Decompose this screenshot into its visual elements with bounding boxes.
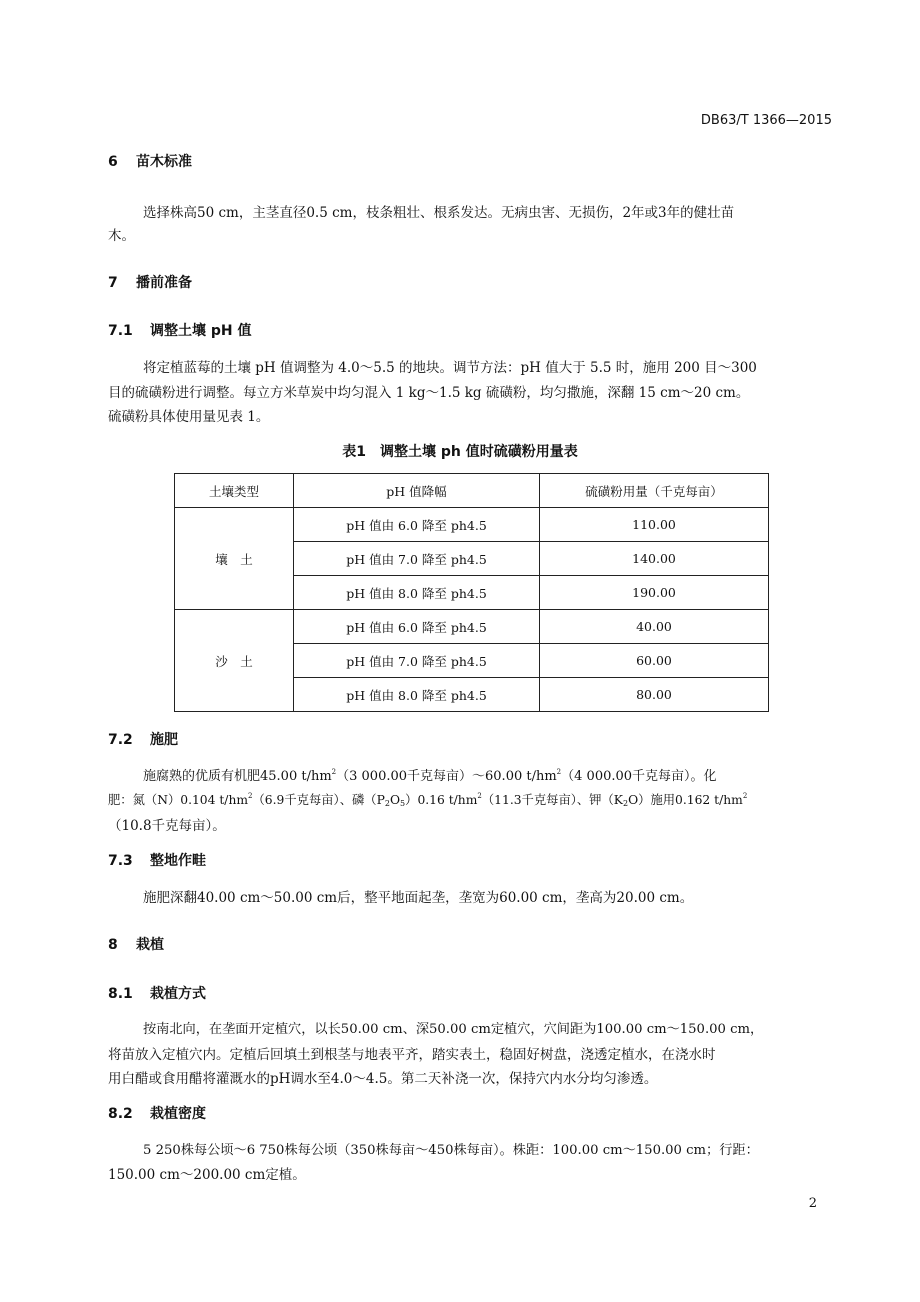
paragraph-line: 木。 — [108, 228, 135, 244]
section-title: 调整土壤 pH 值 — [150, 323, 252, 339]
paragraph-line: 硫磺粉具体使用量见表 1。 — [108, 409, 270, 425]
amount-cell: 190.00 — [540, 576, 769, 610]
ph-drop-cell: pH 值由 8.0 降至 ph4.5 — [294, 678, 540, 712]
text-run: （3 000.00千克每亩）～60.00 t/hm — [336, 769, 557, 784]
paragraph-line: 选择株高50 cm，主茎直径0.5 cm，枝条粗壮、根系发达。无病虫害、无损伤，2年或3年的健壮苗 — [143, 205, 735, 221]
soil-type-cell: 沙 土 — [175, 610, 294, 712]
paragraph-line — [108, 790, 747, 808]
amount-cell: 140.00 — [540, 542, 769, 576]
section-title: 栽植密度 — [150, 1106, 206, 1122]
text-run: O）施用0.162 t/hm — [628, 793, 743, 807]
paragraph-line: 5 250株每公顷～6 750株每公顷（350株每亩～450株每亩）。株距：100.00 cm～150.00 cm；行距： — [143, 1143, 759, 1158]
section-7-heading — [108, 272, 192, 292]
text-run: （6.9千克每亩）、磷（P — [252, 793, 385, 807]
section-number: 8 — [108, 937, 118, 953]
amount-cell: 40.00 — [540, 610, 769, 644]
section-title: 栽植方式 — [150, 986, 206, 1002]
section-number: 7.2 — [108, 732, 133, 748]
amount-cell: 110.00 — [540, 508, 769, 542]
paragraph-line: 按南北向，在垄面开定植穴，以长50.00 cm、深50.00 cm定植穴，穴间距为100.00 cm～150.00 cm， — [143, 1022, 764, 1037]
superscript: 2 — [742, 792, 748, 800]
section-number: 8.2 — [108, 1106, 133, 1122]
section-number: 6 — [108, 154, 118, 170]
section-7-2-heading — [108, 729, 178, 749]
page-number: 2 — [808, 1196, 817, 1211]
ph-drop-cell: pH 值由 7.0 降至 ph4.5 — [294, 542, 540, 576]
ph-drop-cell: pH 值由 8.0 降至 ph4.5 — [294, 576, 540, 610]
paragraph-line: （10.8千克每亩）。 — [108, 818, 226, 834]
table-row — [175, 508, 769, 542]
header-cell: pH 值降幅 — [294, 474, 540, 508]
text-run: 施腐熟的优质有机肥45.00 t/hm — [143, 769, 332, 784]
paragraph-line — [143, 765, 717, 784]
superscript: 2 — [477, 792, 482, 800]
table-row — [175, 610, 769, 644]
paragraph-line: 150.00 cm～200.00 cm定植。 — [108, 1167, 306, 1183]
section-title: 施肥 — [150, 732, 178, 748]
table-caption: 表1 调整土壤 ph 值时硫磺粉用量表 — [342, 444, 578, 460]
standard-code: DB63/T 1366—2015 — [700, 113, 832, 128]
section-8-1-heading — [108, 983, 206, 1003]
ph-drop-cell: pH 值由 6.0 降至 ph4.5 — [294, 610, 540, 644]
section-title: 栽植 — [136, 937, 164, 953]
table-header-row — [175, 474, 769, 508]
section-7-1-heading — [108, 320, 252, 340]
text-run: ）0.16 t/hm — [405, 793, 478, 807]
paragraph-line: 目的硫磺粉进行调整。每立方米草炭中均匀混入 1 kg～1.5 kg 硫磺粉，均匀撒施，深翻 15 cm～20 cm。 — [108, 385, 750, 401]
section-6-heading — [108, 151, 192, 171]
paragraph-line: 施肥深翻40.00 cm～50.00 cm后，整平地面起垄，垄宽为60.00 cm，垄高为20.00 cm。 — [143, 890, 694, 906]
section-8-2-heading — [108, 1103, 206, 1123]
ph-drop-cell: pH 值由 6.0 降至 ph4.5 — [294, 508, 540, 542]
text-run: 肥：氮（N）0.104 t/hm — [108, 793, 249, 807]
soil-type-cell: 壤 土 — [175, 508, 294, 610]
section-number: 7.3 — [108, 853, 133, 869]
text-run: （4 000.00千克每亩）。化 — [561, 769, 717, 784]
section-8-heading — [108, 934, 164, 954]
section-number: 7 — [108, 275, 118, 291]
section-title: 苗木标准 — [136, 154, 192, 170]
paragraph-line: 将定植蓝莓的土壤 pH 值调整为 4.0～5.5 的地块。调节方法：pH 值大于 5.5 时，施用 200 目～300 — [143, 360, 757, 376]
paragraph-line: 用白醋或食用醋将灌溉水的pH调水至4.0～4.5。第二天补浇一次，保持穴内水分均匀渗透。 — [108, 1071, 658, 1087]
ph-drop-cell: pH 值由 7.0 降至 ph4.5 — [294, 644, 540, 678]
section-7-3-heading — [108, 850, 206, 870]
section-title: 播前准备 — [136, 275, 192, 291]
subscript: 2 — [622, 799, 629, 808]
superscript: 2 — [331, 768, 337, 776]
sulfur-dosage-table — [174, 473, 769, 712]
subscript: 2 — [384, 799, 390, 808]
superscript: 2 — [248, 792, 253, 800]
superscript: 2 — [556, 768, 562, 776]
text-run: O — [389, 793, 401, 807]
section-title: 整地作畦 — [150, 853, 206, 869]
amount-cell: 60.00 — [540, 644, 769, 678]
text-run: （11.3千克每亩）、钾（K — [481, 793, 623, 807]
amount-cell: 80.00 — [540, 678, 769, 712]
subscript: 5 — [400, 799, 406, 808]
paragraph-line: 将苗放入定植穴内。定植后回填土到根茎与地表平齐，踏实表土，稳固好树盘，浇透定植水，在浇水时 — [108, 1047, 716, 1063]
section-number: 8.1 — [108, 986, 133, 1002]
header-cell: 土壤类型 — [175, 474, 294, 508]
header-cell: 硫磺粉用量（千克每亩） — [540, 474, 769, 508]
section-number: 7.1 — [108, 323, 133, 339]
